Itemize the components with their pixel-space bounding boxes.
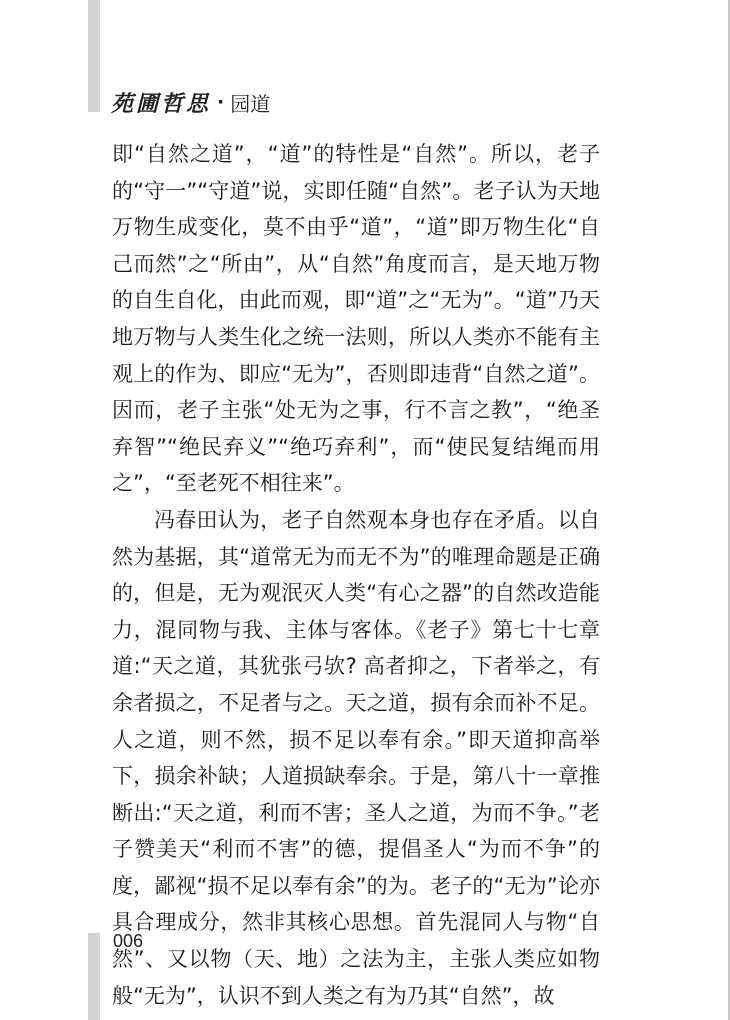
paragraph-2: 冯春田认为，老子自然观本身也存在矛盾。以自然为基据，其“道常无为而无不为”的唯理命题是正确的，但是，无为观泯灭人类“有心之器”的自然改造能力，混同物与我、主体与客体。《老子》第七十七章道:“天之道，其犹张弓欤? 高者抑之，下者举之，有余者损之，不足者与之。天之道，损有余而补不足。人之道，则不然，损不足以奉有余。”即天道抑高举下，损余补缺；人道损缺奉余。于是，第八十一章推断出:“天之道，利而不害；圣人之道，为而不争。”老子赞美天“利而不害”的德，提倡圣人“为而不争”的度，鄙视“损不足以奉有余”的为。老子的“无为”论亦具合理成分，然非其核心思想。首先混同人与物“自然”、又以物（天、地）之法为主，主张人类应如物般“无为”，认识不到人类之有为乃其“自然”，故	[112, 507, 600, 1008]
decorative-bar-bottom	[88, 933, 100, 1020]
decorative-bar-top	[88, 0, 100, 112]
paragraph-1: 即“自然之道”，“道”的特性是“自然”。所以，老子的“守一”“守道”说，实即任随“自然”。老子认为天地万物生成变化，莫不由乎“道”，“道”即万物生化“自己而然”之“所由”，从“自然”角度而言，是天地万物的自生自化，由此而观，即“道”之“无为”。“道”乃天地万物与人类生化之统一法则，所以人类亦不能有主观上的作为、即应“无为”，否则即违背“自然之道”。因而，老子主张“处无为之事，行不言之教”，“绝圣弃智”“绝民弃义”“绝巧弃利”，而“使民复结绳而用之”，“至老死不相往来”。	[112, 142, 600, 496]
body-text	[112, 136, 600, 1014]
running-header	[111, 87, 270, 117]
page-number: 006	[113, 931, 144, 951]
section-title: 园道	[230, 91, 271, 116]
book-title: 苑圃哲思	[111, 90, 212, 117]
header-separator: ·	[217, 91, 225, 113]
